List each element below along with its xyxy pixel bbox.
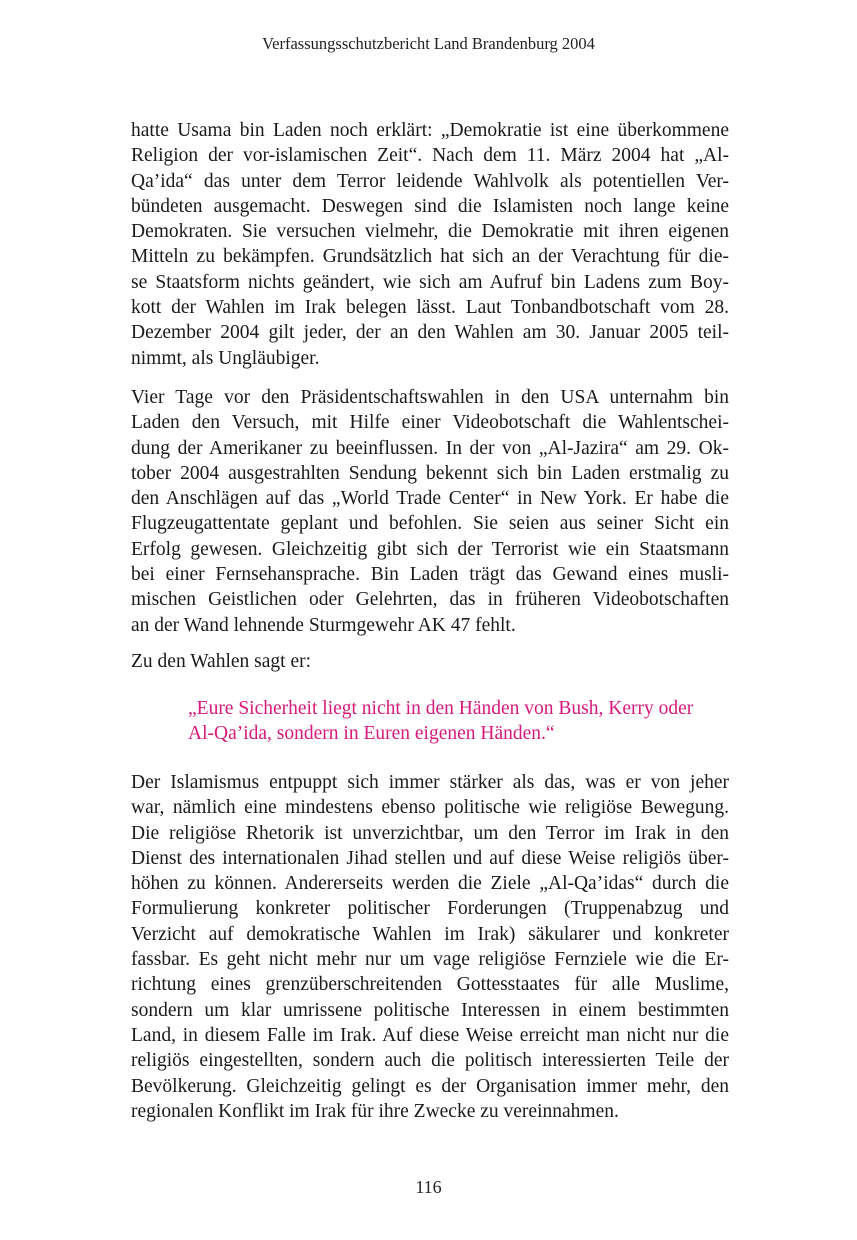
paragraph-line: richtung eines grenzüberschreitenden Gottesstaates für alle Muslime,: [131, 974, 729, 996]
paragraph-line: Land, in diesem Falle im Irak. Auf diese Weise erreicht man nicht nur die: [131, 1024, 729, 1046]
paragraph-line: bei einer Fernsehansprache. Bin Laden trägt das Gewand eines musli-: [131, 564, 729, 586]
paragraph-2: [131, 385, 729, 638]
paragraph-3: [131, 649, 729, 674]
paragraph-line: nimmt, als Ungläubiger.: [131, 347, 320, 369]
paragraph-line: sondern um klar umrissene politische Interessen in einem bestimmten: [131, 999, 729, 1021]
paragraph-1: [131, 118, 729, 371]
paragraph-line: war, nämlich eine mindestens ebenso politische wie religiöse Bewegung.: [131, 797, 729, 819]
paragraph-4: [131, 770, 729, 1124]
paragraph-line: Flugzeugattentate geplant und befohlen. Sie seien aus seiner Sicht ein: [131, 513, 729, 535]
paragraph-line: Die religiöse Rhetorik ist unverzichtbar, um den Terror im Irak in den: [131, 822, 729, 844]
paragraph-line: regionalen Konflikt im Irak für ihre Zwecke zu vereinnahmen.: [131, 1100, 619, 1122]
paragraph-line: kott der Wahlen im Irak belegen lässt. Laut Tonbandbotschaft vom 28.: [131, 297, 729, 319]
paragraph-line: dung der Amerikaner zu beeinflussen. In der von „Al-Jazira“ am 29. Ok-: [131, 437, 729, 459]
paragraph-line: Dezember 2004 gilt jeder, der an den Wahlen am 30. Januar 2005 teil-: [131, 322, 729, 344]
paragraph-line: Zu den Wahlen sagt er:: [131, 651, 312, 672]
paragraph-line: Formulierung konkreter politischer Forderungen (Truppenabzug und: [131, 898, 729, 920]
paragraph-line: Erfolg gewesen. Gleichzeitig gibt sich der Terrorist wie ein Staatsmann: [131, 538, 729, 560]
paragraph-line: den Anschlägen auf das „World Trade Center“ in New York. Er habe die: [131, 488, 729, 510]
paragraph-line: Verzicht auf demokratische Wahlen im Irak) säkularer und konkreter: [131, 923, 729, 945]
paragraph-line: tober 2004 ausgestrahlten Sendung bekennt sich bin Laden erstmalig zu: [131, 462, 729, 484]
page-header-title: Verfassungsschutzbericht Land Brandenburg 2004: [262, 34, 595, 53]
paragraph-line: Der Islamismus entpuppt sich immer stärker als das, was er von jeher: [131, 772, 729, 793]
paragraph-line: fassbar. Es geht nicht mehr nur um vage religiöse Fernziele wie die Er-: [131, 949, 729, 971]
paragraph-line: Dienst des internationalen Jihad stellen und auf diese Weise religiös über-: [131, 847, 729, 869]
paragraph-line: religiös eingestellten, sondern auch die politisch interessierten Teile der: [131, 1050, 729, 1072]
paragraph-line: mischen Geistlichen oder Gelehrten, das in früheren Videobotschaften: [131, 589, 729, 611]
paragraph-line: Laden den Versuch, mit Hilfe einer Videobotschaft die Wahlentschei-: [131, 412, 729, 434]
page-number: 116: [415, 1177, 442, 1197]
paragraph-line: Bevölkerung. Gleichzeitig gelingt es der Organisation immer mehr, den: [131, 1075, 729, 1097]
paragraph-line: se Staatsform nichts geändert, wie sich am Aufruf bin Ladens zum Boy-: [131, 271, 729, 293]
paragraph-line: Religion der vor-islamischen Zeit“. Nach dem 11. März 2004 hat „Al-: [131, 145, 729, 167]
paragraph-line: an der Wand lehnende Sturmgewehr AK 47 fehlt.: [131, 614, 516, 636]
quote-line: „Eure Sicherheit liegt nicht in den Händen von Bush, Kerry oder: [188, 698, 694, 719]
block-quote: [188, 696, 729, 747]
quote-line: Al-Qa’ida, sondern in Euren eigenen Händen.“: [188, 723, 555, 745]
paragraph-line: höhen zu können. Andererseits werden die Ziele „Al-Qa’idas“ durch die: [131, 873, 729, 895]
paragraph-line: hatte Usama bin Laden noch erklärt: „Demokratie ist eine überkommene: [131, 120, 729, 141]
paragraph-line: Demokraten. Sie versuchen vielmehr, die Demokratie mit ihren eigenen: [131, 221, 729, 243]
paragraph-line: Mitteln zu bekämpfen. Grundsätzlich hat sich an der Verachtung für die-: [131, 246, 729, 268]
paragraph-line: Qa’ida“ das unter dem Terror leidende Wahlvolk als potentiellen Ver-: [131, 170, 729, 192]
paragraph-line: bündeten ausgemacht. Deswegen sind die Islamisten noch lange keine: [131, 195, 729, 217]
paragraph-line: Vier Tage vor den Präsidentschaftswahlen in den USA unternahm bin: [131, 387, 729, 408]
